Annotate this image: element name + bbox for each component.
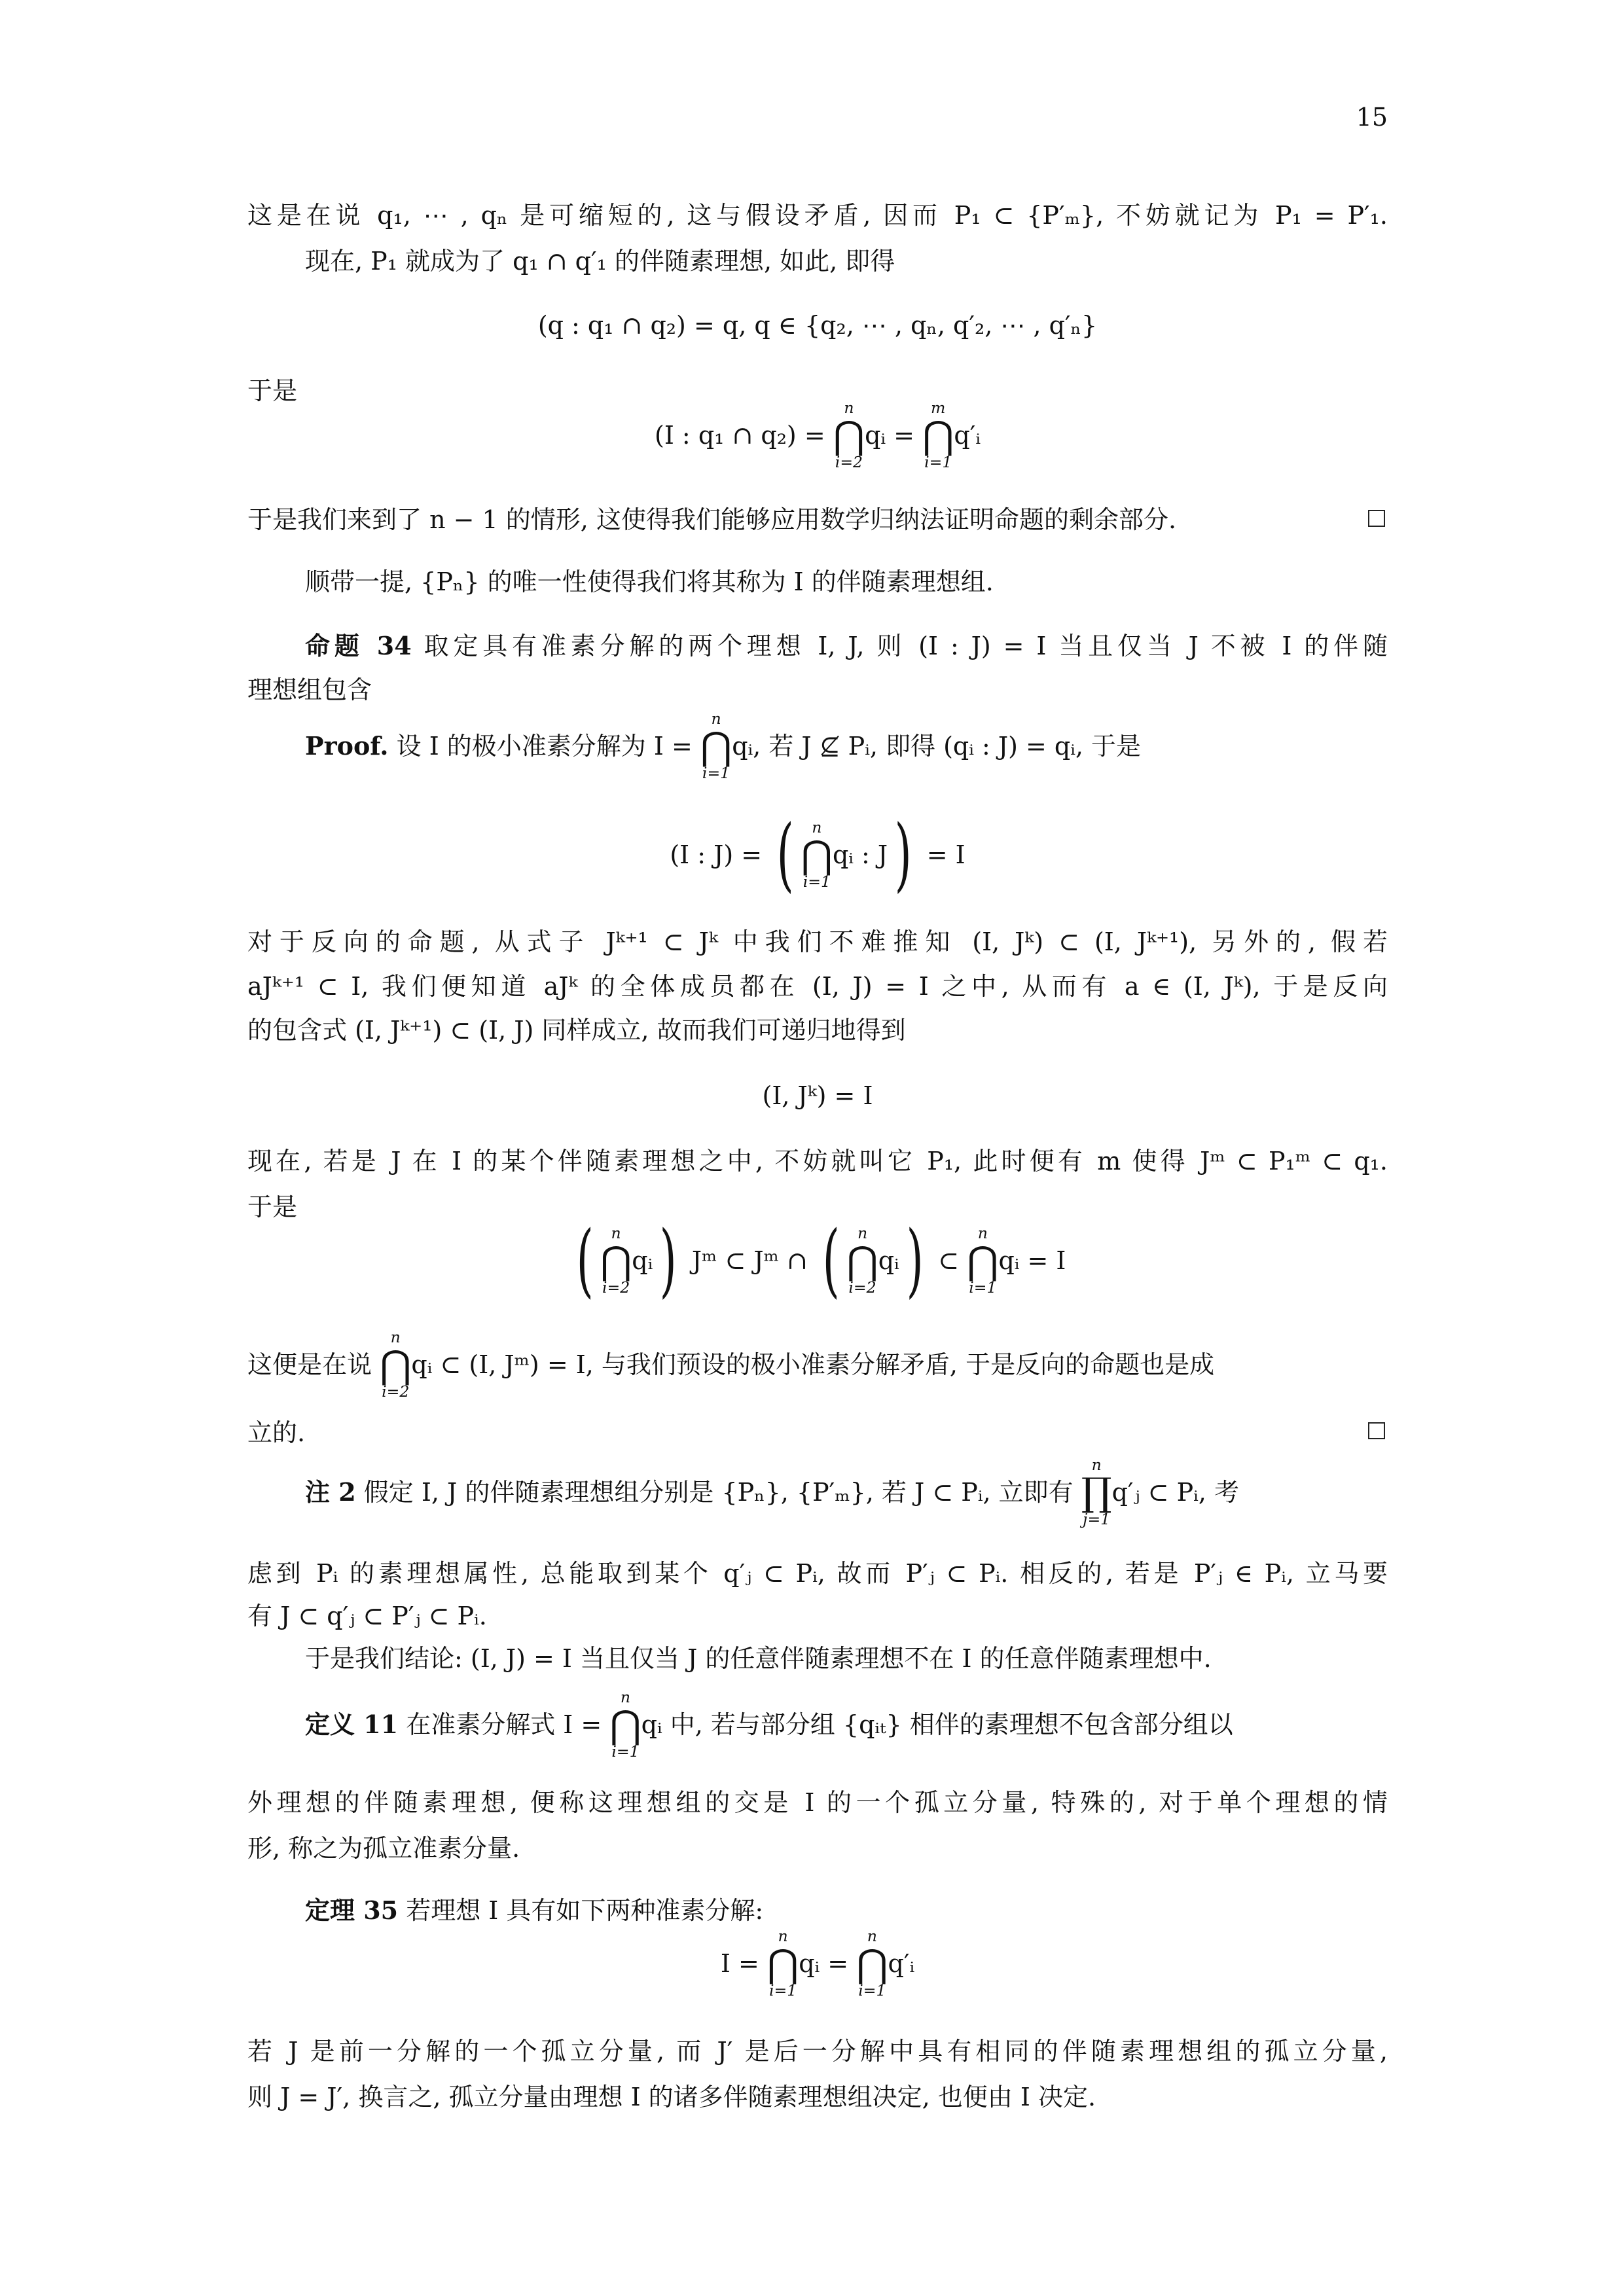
paragraph-line: 于是 <box>247 376 298 405</box>
cap-operator: n ⋂ i=1 <box>967 1223 999 1297</box>
paragraph-line: 于是我们来到了 n − 1 的情形, 这使得我们能够应用数学归纳法证明命题的剩余部分. <box>247 505 1177 534</box>
paragraph-line: 这是在说 q₁, ⋯ , qₙ 是可缩短的, 这与假设矛盾, 因而 P₁ ⊂ {P′ₘ}, 不妨就记为 P₁ = P′₁. <box>247 201 1388 230</box>
paragraph-line: 对于反向的命题, 从式子 Jᵏ⁺¹ ⊂ Jᵏ 中我们不难推知 (I, Jᵏ) ⊂ (I, Jᵏ⁺¹), 另外的, 假若 <box>247 927 1388 956</box>
cap-operator: n ⋂ i=2 <box>600 1223 632 1297</box>
qed-square-icon <box>1368 510 1385 527</box>
equation-two-decompositions: I = n ⋂ i=1 qᵢ = n ⋂ i=1 q′ᵢ <box>720 1927 915 2000</box>
paragraph-line: 现在, 若是 J 在 I 的某个伴随素理想之中, 不妨就叫它 P₁, 此时便有 m 使得 Jᵐ ⊂ P₁ᵐ ⊂ q₁. <box>247 1147 1388 1175</box>
paragraph-line: aJᵏ⁺¹ ⊂ I, 我们便知道 aJᵏ 的全体成员都在 (I, J) = I 之中, 从而有 a ∈ (I, Jᵏ), 于是反向 <box>247 972 1388 1001</box>
cap-operator: n ⋂ i=2 <box>833 399 865 472</box>
equation-intersection: (I : q₁ ∩ q₂) = n ⋂ i=2 qᵢ = m ⋂ i=1 q′ᵢ <box>655 399 981 472</box>
definition-label: 定义 11 <box>305 1710 399 1740</box>
paragraph-line: 立的. <box>247 1418 306 1447</box>
paragraph-line: 于是我们结论: (I, J) = I 当且仅当 J 的任意伴随素理想不在 I 的任意伴随素理想中. <box>305 1644 1212 1673</box>
remark-2: 注 2 假定 I, J 的伴随素理想组分别是 {Pₙ}, {P′ₘ}, 若 J ⊂ Pᵢ, 立即有 n ∏ j=1 q′ⱼ ⊂ Pᵢ, 考 <box>305 1456 1239 1529</box>
theorem-35: 定理 35 若理想 I 具有如下两种准素分解: <box>305 1895 764 1925</box>
definition-11: 定义 11 在准素分解式 I = n ⋂ i=1 qᵢ 中, 若与部分组 {qᵢₜ} 相伴的素理想不包含部分组以 <box>305 1688 1233 1761</box>
paragraph-line: 虑到 Pᵢ 的素理想属性, 总能取到某个 q′ⱼ ⊂ Pᵢ, 故而 P′ⱼ ⊂ Pᵢ. 相反的, 若是 P′ⱼ ∈ Pᵢ, 立马要 <box>247 1559 1388 1588</box>
paragraph-line: 于是 <box>247 1193 298 1221</box>
equation-power: (I, Jᵏ) = I <box>762 1081 873 1110</box>
equation-colon: (I : J) = ( n ⋂ i=1 qᵢ : J ) = I <box>670 808 965 901</box>
paragraph-line: 形, 称之为孤立准素分量. <box>247 1834 520 1863</box>
paragraph-line: 这便是在说 n ⋂ i=2 qᵢ ⊂ (I, Jᵐ) = I, 与我们预设的极小准素分解矛盾, 于是反向的命题也是成 <box>247 1328 1215 1401</box>
theorem-label: 定理 35 <box>305 1895 399 1925</box>
proposition-34: 命题 34 取定具有准素分解的两个理想 I, J, 则 (I : J) = I 当且仅当 J 不被 I 的伴随 <box>305 631 1388 660</box>
cap-operator: n ⋂ i=2 <box>846 1223 878 1297</box>
cap-operator: n ⋂ i=2 <box>380 1328 412 1401</box>
paragraph-line: 的包含式 (I, Jᵏ⁺¹) ⊂ (I, J) 同样成立, 故而我们可递归地得到 <box>247 1016 906 1045</box>
remark-label: 注 2 <box>305 1477 356 1507</box>
cap-operator: n ⋂ i=1 <box>856 1927 888 2000</box>
cap-operator: n ⋂ i=1 <box>801 817 833 891</box>
qed-square-icon <box>1368 1422 1385 1439</box>
paragraph-line: 则 J = J′, 换言之, 孤立分量由理想 I 的诸多伴随素理想组决定, 也便由 I 决定. <box>247 2083 1096 2111</box>
paragraph-line: 外理想的伴随素理想, 便称这理想组的交是 I 的一个孤立分量, 特殊的, 对于单个理想的情 <box>247 1788 1388 1817</box>
cap-operator: n ⋂ i=1 <box>700 709 732 783</box>
paragraph-line: 顺带一提, {Pₙ} 的唯一性使得我们将其称为 I 的伴随素理想组. <box>305 567 994 596</box>
equation-inclusion: ( n ⋂ i=2 qᵢ ) Jᵐ ⊂ Jᵐ ∩ ( n ⋂ i=2 qᵢ ) ⊂ n ⋂ i=1 qᵢ = I <box>576 1213 1066 1306</box>
equation-colon-ideal: (q : q₁ ∩ q₂) = q, q ∈ {q₂, ⋯ , qₙ, q′₂, ⋯ , q′ₙ} <box>537 311 1098 340</box>
paragraph-line: 理想组包含 <box>247 675 372 704</box>
page-number: 15 <box>1356 103 1388 132</box>
cap-operator: n ⋂ i=1 <box>609 1688 641 1761</box>
proposition-label: 命题 34 <box>305 631 412 660</box>
proof-line: Proof. 设 I 的极小准素分解为 I = n ⋂ i=1 qᵢ, 若 J ⊈ Pᵢ, 即得 (qᵢ : J) = qᵢ, 于是 <box>305 709 1142 783</box>
paragraph-line: 有 J ⊂ q′ⱼ ⊂ P′ⱼ ⊂ Pᵢ. <box>247 1602 487 1630</box>
cap-operator: n ⋂ i=1 <box>767 1927 799 2000</box>
product-operator: n ∏ j=1 <box>1081 1456 1112 1529</box>
paragraph-line: 若 J 是前一分解的一个孤立分量, 而 J′ 是后一分解中具有相同的伴随素理想组的孤立分量, <box>247 2037 1388 2066</box>
cap-operator: m ⋂ i=1 <box>922 399 954 472</box>
paragraph-line: 现在, P₁ 就成为了 q₁ ∩ q′₁ 的伴随素理想, 如此, 即得 <box>305 247 895 276</box>
proof-label: Proof. <box>305 731 389 761</box>
